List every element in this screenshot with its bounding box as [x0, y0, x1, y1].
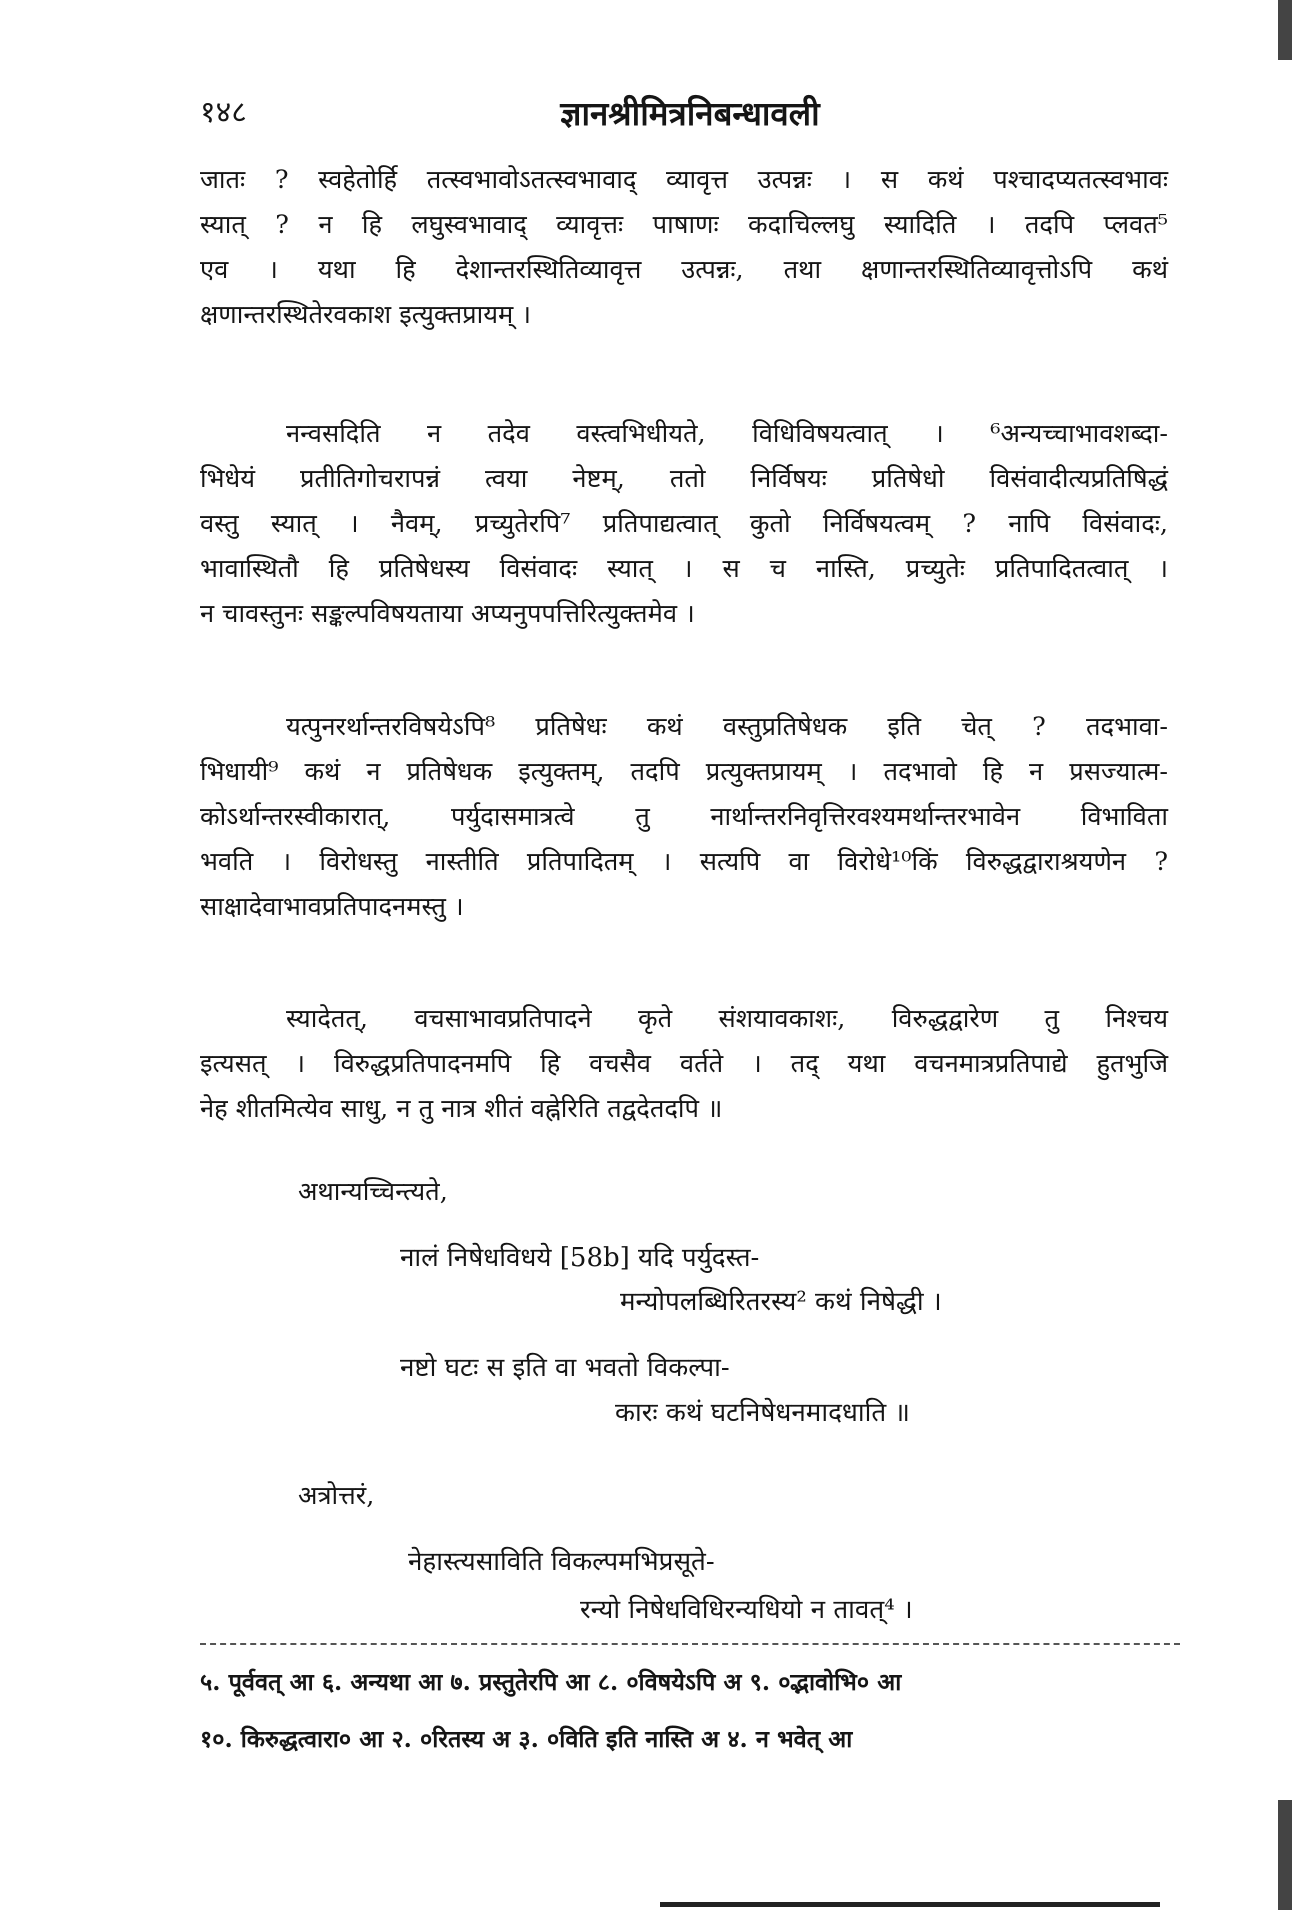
text-line: स्यादेतत्, वचसाभावप्रतिपादने कृते संशयावकाशः, विरुद्धद्वारेण तु निश्चय: [286, 1004, 1168, 1034]
verse-intro: अथान्यच्चिन्त्यते,: [298, 1177, 448, 1207]
footnote-divider: [200, 1643, 1180, 1645]
text-line: भावास्थितौ हि प्रतिषेधस्य विसंवादः स्यात् । स च नास्ति, प्रच्युतेः प्रतिपादितत्वात् ।: [200, 554, 1168, 584]
text-line: इत्यसत् । विरुद्धप्रतिपादनमपि हि वचसैव वर्तते । तद् यथा वचनमात्रप्रतिपाद्ये हुतभुजि: [200, 1049, 1168, 1079]
text-line: जातः ? स्वहेतोर्हि तत्स्वभावोऽतत्स्वभावाद् व्यावृत्त उत्पन्नः । स कथं पश्चादप्यतत्स्वभावः: [200, 165, 1168, 195]
verse-line: नालं निषेधविधये [58b] यदि पर्युदस्त-: [400, 1243, 760, 1273]
footnote-line: १०. किरुद्धत्वारा० आ २. ०रितस्य अ ३. ०विति इति नास्ति अ ४. न भवेत् आ: [200, 1725, 853, 1753]
text-line: वस्तु स्यात् । नैवम्, प्रच्युतेरपि⁷ प्रतिपाद्यत्वात् कुतो निर्विषयत्वम् ? नापि विसंवादः,: [200, 509, 1168, 539]
text-line: भवति । विरोधस्तु नास्तीति प्रतिपादितम् । सत्यपि वा विरोधे¹⁰किं विरुद्धद्वाराश्रयणेन ?: [200, 847, 1168, 877]
text-line: स्यात् ? न हि लघुस्वभावाद् व्यावृत्तः पाषाणः कदाचिल्लघु स्यादिति । तदपि प्लवत⁵: [200, 210, 1168, 240]
verse-line: नेहास्त्यसाविति विकल्पमभिप्रसूते-: [408, 1547, 715, 1577]
text-line: एव । यथा हि देशान्तरस्थितिव्यावृत्त उत्पन्नः, तथा क्षणान्तरस्थितिव्यावृत्तोऽपि कथं: [200, 255, 1168, 285]
running-title: ज्ञानश्रीमित्रनिबन्धावली: [560, 94, 820, 133]
verse-intro: अत्रोत्तरं,: [298, 1481, 375, 1511]
text-line: कोऽर्थान्तरस्वीकारात्, पर्युदासमात्रत्वे तु नार्थान्तरनिवृत्तिरवश्यमर्थान्तरभावेन विभाविता: [200, 802, 1168, 832]
verse-line: नष्टो घटः स इति वा भवतो विकल्पा-: [400, 1353, 730, 1383]
text-line: यत्पुनरर्थान्तरविषयेऽपि⁸ प्रतिषेधः कथं वस्तुप्रतिषेधक इति चेत् ? तदभावा-: [286, 712, 1168, 742]
text-line: न चावस्तुनः सङ्कल्पविषयताया अप्यनुपपत्तिरित्युक्तमेव ।: [200, 599, 695, 629]
text-line: भिधेयं प्रतीतिगोचरापन्नं त्वया नेष्टम्, ततो निर्विषयः प्रतिषेधो विसंवादीत्यप्रतिषिद्धं: [200, 464, 1168, 494]
paragraph-3: [200, 705, 1168, 930]
scan-artifact: [1278, 1800, 1292, 1910]
scan-artifact: [1278, 0, 1292, 60]
text-line: साक्षादेवाभावप्रतिपादनमस्तु ।: [200, 892, 464, 922]
scan-bottom-edge: [660, 1902, 1160, 1907]
paragraph-4: [200, 997, 1168, 1132]
text-line: क्षणान्तरस्थितेरवकाश इत्युक्तप्रायम् ।: [200, 300, 532, 330]
text-line: नन्वसदिति न तदेव वस्त्वभिधीयते, विधिविषयत्वात् । ⁶अन्यच्चाभावशब्दा-: [286, 419, 1168, 449]
text-line: नेह शीतमित्येव साधु, न तु नात्र शीतं वह्नेरिति तद्वदेतदपि ॥: [200, 1094, 723, 1124]
page-header: [200, 90, 1180, 140]
paragraph-1: [200, 158, 1168, 338]
verse-line: रन्यो निषेधविधिरन्यधियो न तावत्⁴ ।: [580, 1595, 913, 1625]
paragraph-2: [200, 412, 1168, 637]
verse-line: मन्योपलब्धिरितरस्य² कथं निषेद्धी ।: [620, 1287, 942, 1317]
verse-line: कारः कथं घटनिषेधनमादधाति ॥: [615, 1398, 910, 1428]
text-line: भिधायी⁹ कथं न प्रतिषेधक इत्युक्तम्, तदपि प्रत्युक्तप्रायम् । तदभावो हि न प्रसज्यात्म-: [200, 757, 1168, 787]
footnote-line: ५. पूर्ववत् आ ६. अन्यथा आ ७. प्रस्तुतेरपि आ ८. ०विषयेऽपि अ ९. ०द्भावोभि० आ: [200, 1668, 902, 1696]
scan-edge: [1270, 0, 1300, 1924]
page-number: १४८: [200, 95, 247, 130]
